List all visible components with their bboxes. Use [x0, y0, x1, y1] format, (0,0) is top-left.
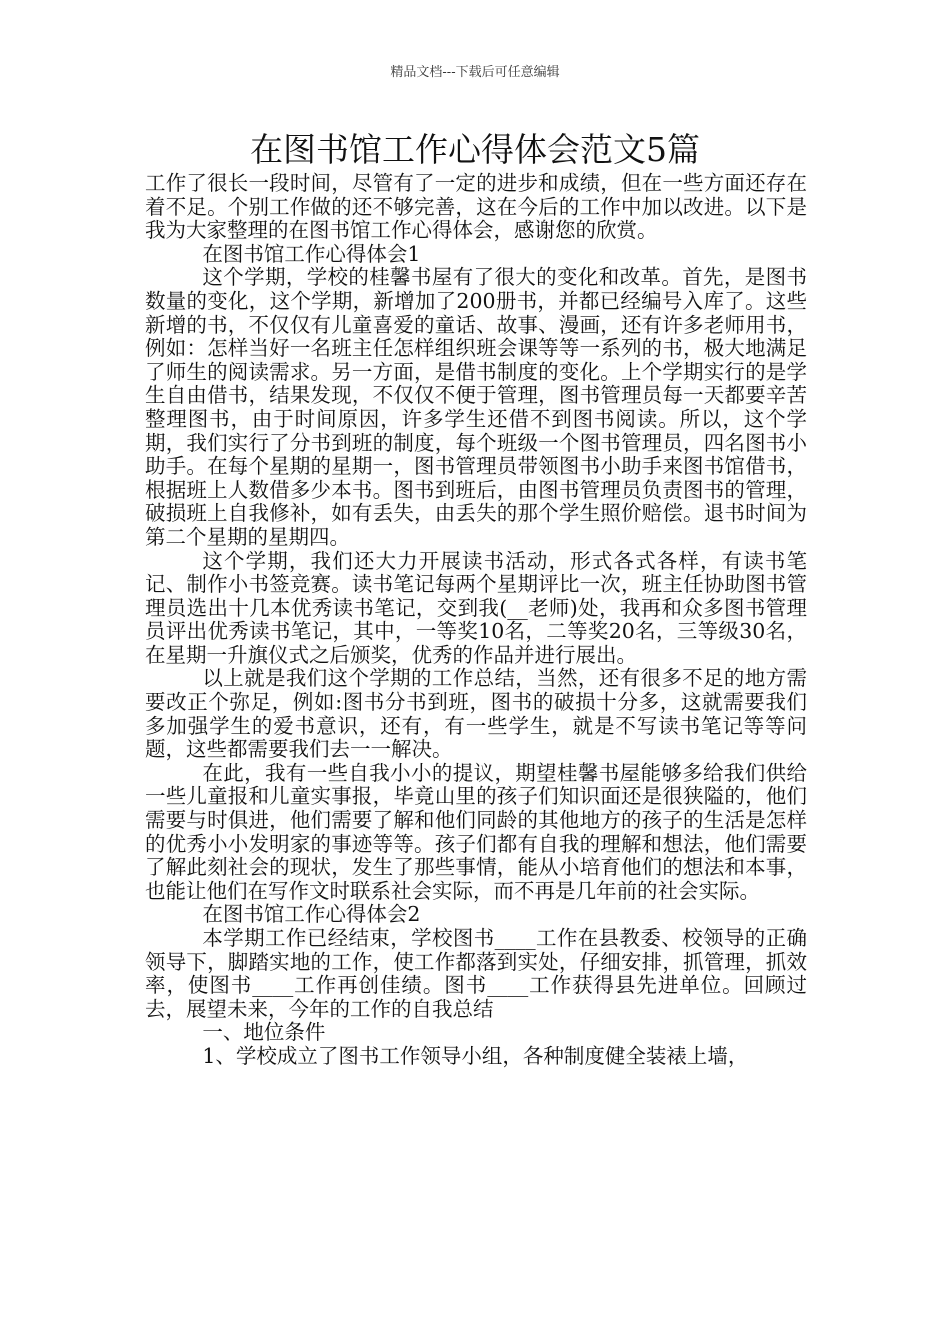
page-header: 精品文档---下载后可任意编辑: [390, 65, 560, 80]
document-body: [145, 172, 807, 1069]
section-heading-2: 在图书馆工作心得体会2: [202, 902, 421, 927]
paragraph: 这个学期，我们还大力开展读书活动，形式各式各样，有读书笔记、制作小书签竞赛。读书笔记每两个星期评比一次，班主任协助图书管理员选出十几本优秀读书笔记，交到我(__老师)处，我再和众多图书管理员评出优秀读书笔记，其中，一等奖10名，二等奖20名，三等级30名，在星期一升旗仪式之后颁奖，优秀的作品并进行展出。: [145, 548, 807, 667]
paragraph: 这个学期，学校的桂馨书屋有了很大的变化和改革。首先，是图书数量的变化，这个学期，新增加了200册书，并都已经编号入库了。这些新增的书，不仅仅有儿童喜爱的童话、故事、漫画，还有许多老师用书，例如：怎样当好一名班主任怎样组织班会课等等一系列的书，极大地满足了师生的阅读需求。另一方面，是借书制度的变化。上个学期实行的是学生自由借书，结果发现，不仅仅不便于管理，图书管理员每一天都要辛苦整理图书，由于时间原因，许多学生还借不到图书阅读。所以，这个学期，我们实行了分书到班的制度，每个班级一个图书管理员，四名图书小助手。在每个星期的星期一，图书管理员带领图书小助手来图书馆借书，根据班上人数借多少本书。图书到班后，由图书管理员负责图书的管理，破损班上自我修补，如有丢失，由丢失的那个学生照价赔偿。退书时间为第二个星期的星期四。: [145, 265, 807, 549]
paragraph-intro: 工作了很长一段时间，尽管有了一定的进步和成绩，但在一些方面还存在着不足。个别工作做的还不够完善，这在今后的工作中加以改进。以下是我为大家整理的在图书馆工作心得体会，感谢您的欣赏。: [145, 171, 807, 243]
section-heading-1: 在图书馆工作心得体会1: [202, 241, 421, 266]
document-title: 在图书馆工作心得体会范文5篇: [250, 130, 700, 169]
paragraph: 1、学校成立了图书工作领导小组，各种制度健全装裱上墙，: [202, 1043, 749, 1068]
paragraph: 本学期工作已经结束，学校图书____工作在县教委、校领导的正确领导下，脚踏实地的工作，使工作都落到实处，仔细安排，抓管理，抓效率，使图书____工作再创佳绩。图书____工作获得县先进单位。回顾过去，展望未来，今年的工作的自我总结: [145, 926, 807, 1021]
paragraph: 在此，我有一些自我小小的提议，期望桂馨书屋能够多给我们供给一些儿童报和儿童实事报，毕竟山里的孩子们知识面还是很狭隘的，他们需要与时俱进，他们需要了解和他们同龄的其他地方的孩子的生活是怎样的优秀小小发明家的事迹等等。孩子们都有自我的理解和想法，他们需要了解此刻社会的现状，发生了那些事情，能从小培育他们的想法和本事，也能让他们在写作文时联系社会实际，而不再是几年前的社会实际。: [145, 760, 807, 903]
subsection-heading: 一、地位条件: [202, 1020, 326, 1045]
paragraph: 以上就是我们这个学期的工作总结，当然，还有很多不足的地方需要改正个弥足，例如:图书分书到班，图书的破损十分多，这就需要我们多加强学生的爱书意识，还有，有一些学生，就是不写读书笔记等等问题，这些都需要我们去一一解决。: [145, 666, 807, 762]
